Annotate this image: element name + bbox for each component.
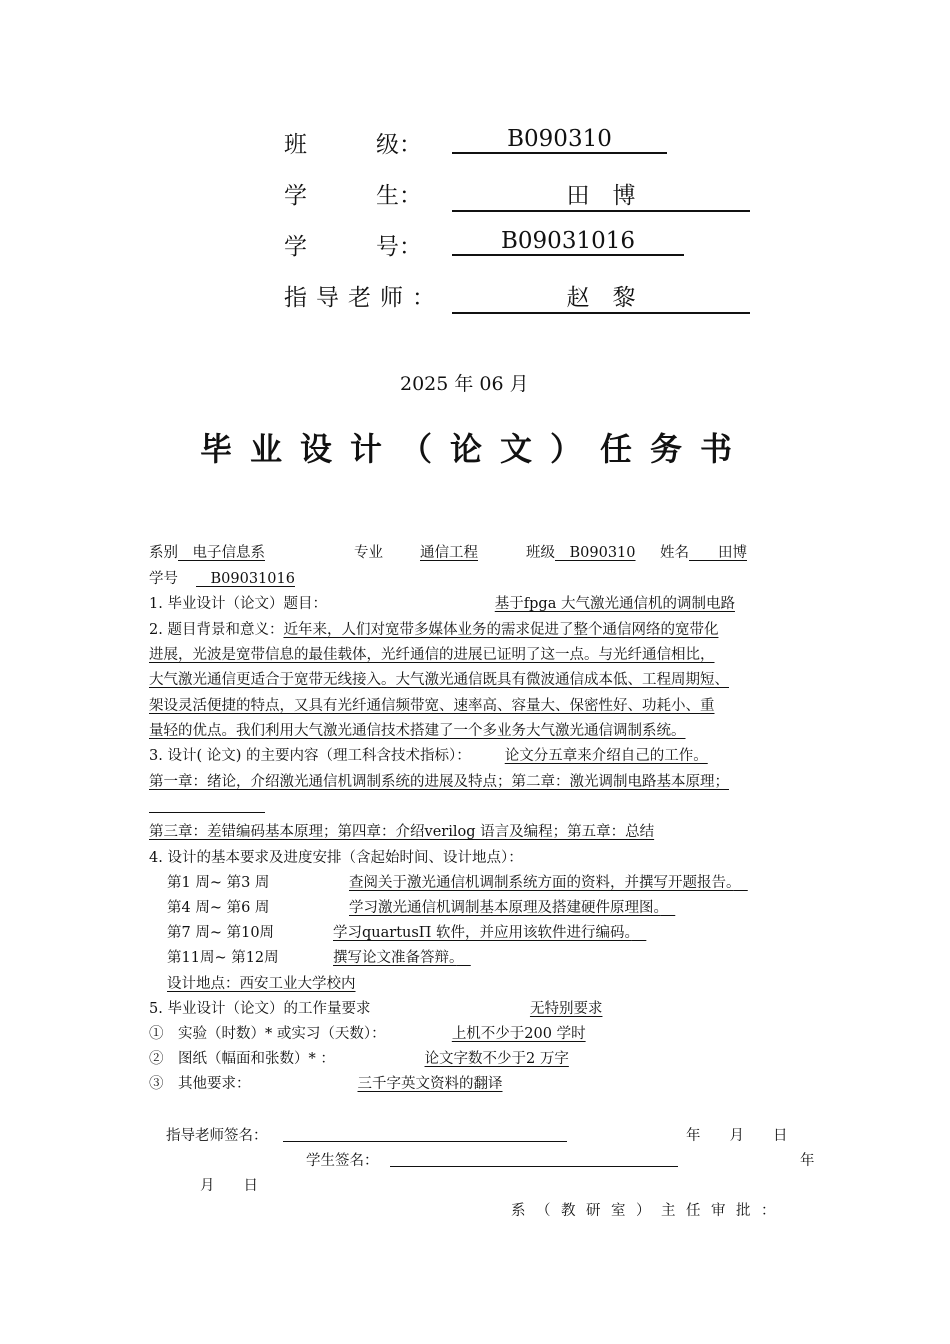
student-signature-label: 学生签名： xyxy=(306,1153,379,1169)
q3-label: 3. 设计( 论文) 的主要内容（理工科含技术指标）： xyxy=(149,748,471,764)
student-id-label: 学 号： xyxy=(284,234,422,260)
q5-row xyxy=(149,999,602,1019)
student-label: 学 生： xyxy=(284,183,422,209)
schedule-week-3: 第7 周~ 第10周 xyxy=(167,925,275,941)
student-info-row xyxy=(149,543,757,563)
q5-label: 5. 毕业设计（论文）的工作量要求 xyxy=(149,1001,371,1017)
q3-line-2: 第一章：绪论，介绍激光通信机调制系统的进展及特点；第二章：激光调制电路基本原理； xyxy=(149,774,729,790)
q2-line-1 xyxy=(149,620,718,640)
q2-line-4: 架设灵活便捷的特点，又具有光纤通信频带宽、速率高、容量大、保密性好、功耗小、重 xyxy=(149,698,715,714)
student-field xyxy=(452,177,750,212)
schedule-week-1: 第1 周~ 第3 周 xyxy=(167,875,270,891)
design-location: 设计地点：西安工业大学校内 xyxy=(167,976,356,992)
advisor-signature-line[interactable] xyxy=(283,1141,567,1142)
schedule-row-1 xyxy=(149,873,748,893)
class-label-form: 班级 xyxy=(526,545,555,561)
student-id-row xyxy=(149,569,308,589)
schedule-task-2: 学习激光通信机调制基本原理及搭建硬件原理图。 xyxy=(349,900,661,916)
dept-value: 电子信息系 xyxy=(192,545,265,561)
q1-row xyxy=(149,594,735,614)
schedule-row-4 xyxy=(149,948,471,968)
advisor-label: 指导老师： xyxy=(284,285,444,311)
advisor-field xyxy=(452,279,750,314)
schedule-task-4: 撰写论文准备答辩。 xyxy=(333,950,457,966)
q2-line-2: 进展，光波是宽带信息的最佳载体，光纤通信的进展已证明了这一点。与光纤通信相比， xyxy=(149,647,715,663)
major-value: 通信工程 xyxy=(420,545,478,561)
class-value-form: B090310 xyxy=(569,545,636,561)
student-signature-line[interactable] xyxy=(390,1166,678,1167)
student-value: 田 博 xyxy=(566,183,636,209)
q4-label: 4. 设计的基本要求及进度安排（含起始时间、设计地点）： xyxy=(149,850,523,866)
name-label: 姓名 xyxy=(660,545,689,561)
name-value: 田博 xyxy=(718,545,747,561)
cover-date: 2025 年 06 月 xyxy=(400,373,529,395)
q5-value: 无特别要求 xyxy=(529,1001,603,1017)
q2-text-1: 近年来，人们对宽带多媒体业务的需求促进了整个通信网络的宽带化 xyxy=(283,622,719,638)
req-3-value: 三千字英文资料的翻译 xyxy=(357,1076,503,1092)
dept-approval-label: 系（教研室）主任审批： xyxy=(511,1203,786,1219)
q1-value: 基于fpga 大气激光通信机的调制电路 xyxy=(494,596,735,612)
advisor-signature-label: 指导老师签名： xyxy=(166,1128,268,1144)
schedule-task-1: 查阅关于激光通信机调制系统方面的资料，并撰写开题报告。 xyxy=(349,875,734,891)
advisor-signature-date: 年 月 日 xyxy=(686,1128,788,1144)
student-signature-year: 年 xyxy=(800,1153,815,1169)
q2-label: 2. 题目背景和意义： xyxy=(149,622,284,638)
major-label: 专业 xyxy=(354,545,383,561)
schedule-week-4: 第11周~ 第12周 xyxy=(167,950,279,966)
schedule-week-2: 第4 周~ 第6 周 xyxy=(167,900,270,916)
student-signature-month-day: 月 日 xyxy=(200,1178,258,1194)
schedule-row-2 xyxy=(149,898,675,918)
q3-text-1: 论文分五章来介绍自己的工作。 xyxy=(504,748,708,764)
req-1-label: ① 实验（时数）* 或实习（天数）： xyxy=(149,1026,386,1042)
class-value: B090310 xyxy=(507,126,612,152)
id-value-form: B09031016 xyxy=(210,571,295,587)
req-3-row xyxy=(149,1074,503,1094)
student-id-field xyxy=(452,228,684,256)
q1-label: 1. 毕业设计（论文）题目： xyxy=(149,596,327,612)
req-1-row xyxy=(149,1024,586,1044)
q3-line-1 xyxy=(149,746,708,766)
req-1-value: 上机不少于200 学时 xyxy=(451,1026,586,1042)
class-field xyxy=(452,126,667,154)
req-2-label: ② 图纸（幅面和张数）* ： xyxy=(149,1051,335,1067)
student-id-value: B09031016 xyxy=(501,228,635,254)
schedule-row-3 xyxy=(149,923,646,943)
q3-blank-rule xyxy=(149,812,265,813)
document-title: 毕业设计（论文）任务书 xyxy=(200,430,751,468)
req-2-value: 论文字数不少于2 万字 xyxy=(424,1051,569,1067)
q2-line-5: 量轻的优点。我们利用大气激光通信技术搭建了一个多业务大气激光通信调制系统。 xyxy=(149,723,686,739)
req-3-label: ③ 其他要求： xyxy=(149,1076,251,1092)
q3-line-3: 第三章：差错编码基本原理；第四章：介绍verilog 语言及编程；第五章：总结 xyxy=(149,824,655,840)
advisor-value: 赵 黎 xyxy=(566,285,636,311)
schedule-task-3: 学习quartusΠ 软件，并应用该软件进行编码。 xyxy=(333,925,632,941)
id-label-form: 学号 xyxy=(149,571,178,587)
class-label: 班 级： xyxy=(284,132,422,158)
dept-label: 系别 xyxy=(149,545,178,561)
req-2-row xyxy=(149,1049,569,1069)
q2-line-3: 大气激光通信更适合于宽带无线接入。大气激光通信既具有微波通信成本低、工程周期短、 xyxy=(149,672,729,688)
